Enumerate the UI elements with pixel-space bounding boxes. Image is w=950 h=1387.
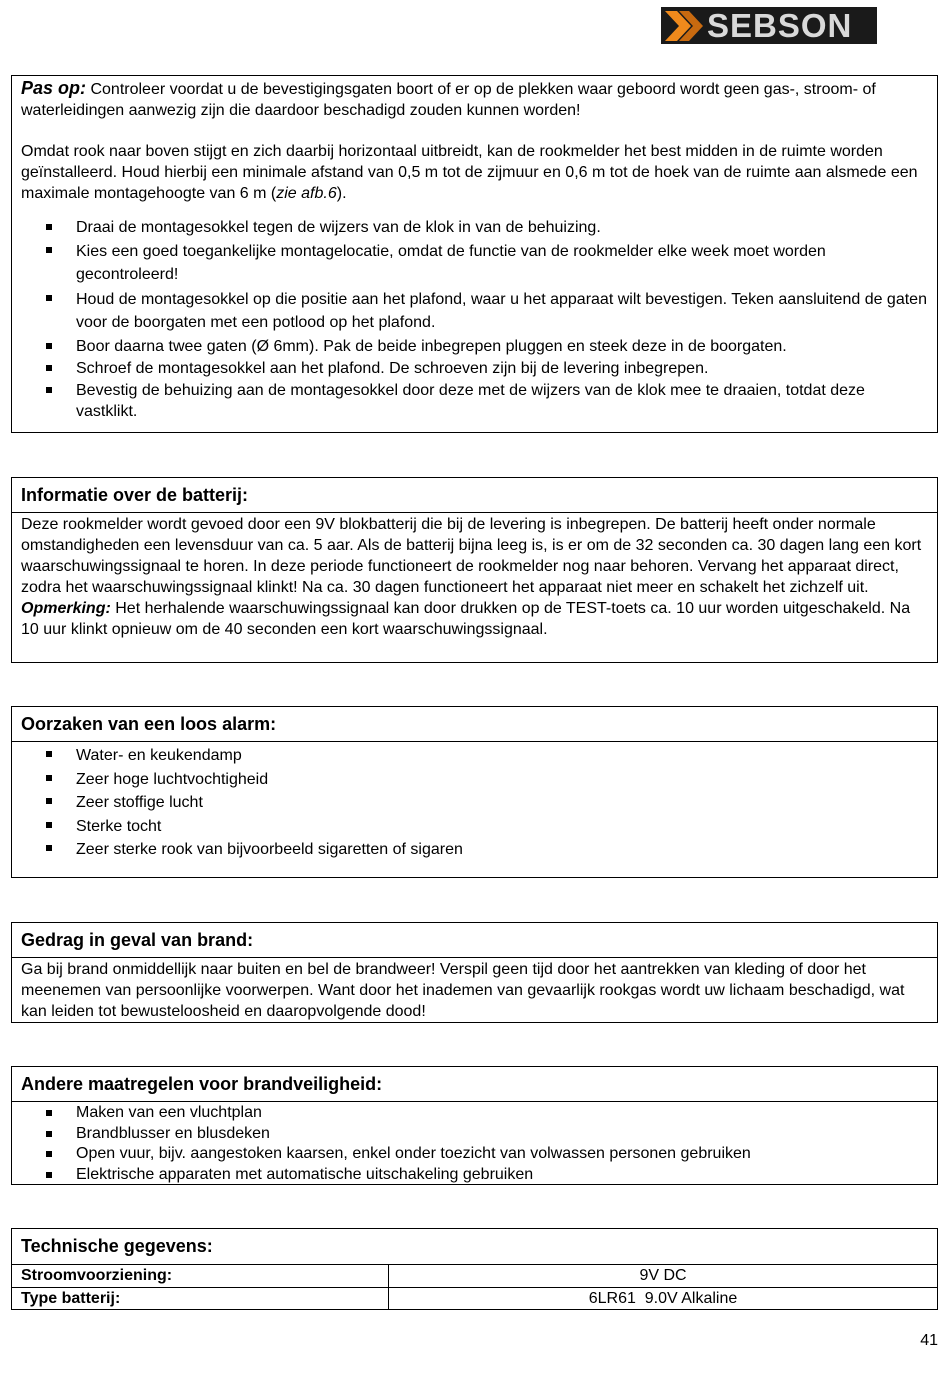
list-item: Schroef de montagesokkel aan het plafond. De schroeven zijn bij de levering inbegrepen.: [12, 358, 928, 379]
list-item: Brandblusser en blusdeken: [12, 1124, 937, 1145]
section-title: Technische gegevens:: [21, 1236, 213, 1256]
section-title: Andere maatregelen voor brandveiligheid:: [12, 1067, 937, 1102]
logo-text: SEBSON: [707, 7, 853, 44]
measures-list: [12, 1103, 937, 1185]
list-item: Houd de montagesokkel op die positie aan het plafond, waar u het apparaat wilt bevestigen. Teken aansluitend de gaten voor de boorgaten met een potlood op het plafond.: [12, 288, 928, 334]
placement-text-end: ).: [336, 185, 347, 202]
list-item: Zeer sterke rook van bijvoorbeeld sigaretten of sigaren: [12, 838, 937, 862]
section-title: Gedrag in geval van brand:: [12, 923, 937, 958]
list-item: Boor daarna twee gaten (Ø 6mm). Pak de beide inbegrepen pluggen en steek deze in de boorgaten.: [12, 336, 928, 357]
table-row: [12, 1265, 937, 1288]
list-item: Open vuur, bijv. aangestoken kaarsen, enkel onder toezicht van volwassen personen gebruiken: [12, 1144, 937, 1165]
warning-box: [11, 75, 938, 433]
brand-logo: [661, 7, 877, 44]
page-number: 41: [920, 1332, 938, 1349]
battery-text: Deze rookmelder wordt gevoed door een 9V blokbatterij die bij de levering is inbegrepen. De batterij heeft onder normale omstandigheden een levensduur van ca. 5 aar. Als de batterij bijna leeg is, is er om de 32 seconden ca. 30 dagen lang een kort waarschuwingssignaal te horen. In deze periode functioneert de rookmelder nog naar behoren. Vervang het apparaat direct, zodra het waarschuwingssignaal klinkt! Na ca. 30 dagen functioneert het apparaat niet meer en schakelt het zichzelf uit.: [21, 516, 922, 596]
note-label: Opmerking:: [21, 600, 111, 617]
tech-table: [12, 1264, 937, 1310]
figure-reference: zie afb.6: [276, 185, 337, 202]
list-item: Water- en keukendamp: [12, 744, 937, 768]
warning-paragraph: [21, 78, 928, 121]
fire-text: Ga bij brand onmiddellijk naar buiten en bel de brandweer! Verspil geen tijd door het aantrekken van kleding of door het meenemen van persoonlijke voorwerpen. Want door het inademen van gevaarlijk rookgas wordt uw lichaam beschadigd, wat kan leiden tot bewusteloosheid en daaropvolgende dood!: [21, 961, 905, 1020]
warning-label: Pas op:: [21, 78, 87, 98]
placement-paragraph: [21, 141, 928, 204]
false-alarm-list: [12, 744, 937, 862]
placement-text: Omdat rook naar boven stijgt en zich daarbij horizontaal uitbreidt, kan de rookmelder het best midden in de ruimte worden geïnstalleerd. Houd hierbij een minimale afstand van 0,5 m tot de zijmuur en 0,6 m tot de hoek van de ruimte aan alsmede een maximale montagehoogte van 6 m (: [21, 143, 918, 202]
list-item: Sterke tocht: [12, 815, 937, 839]
installation-steps: [12, 217, 937, 422]
tech-value: 9V DC: [389, 1265, 938, 1288]
tech-key: Type batterij:: [12, 1288, 389, 1311]
section-title: Oorzaken van een loos alarm:: [12, 707, 937, 742]
tech-section: [11, 1228, 938, 1310]
list-item: Bevestig de behuizing aan de montagesokkel door deze met de wijzers van de klok mee te draaien, totdat deze vastklikt.: [12, 380, 928, 422]
tech-key: Stroomvoorziening:: [12, 1265, 389, 1288]
list-item: Elektrische apparaten met automatische uitschakeling gebruiken: [12, 1165, 937, 1186]
tech-value: 6LR61 9.0V Alkaline: [389, 1288, 938, 1311]
false-alarm-section: [11, 706, 938, 878]
chevron-logo-icon: [665, 11, 705, 41]
section-title: Informatie over de batterij:: [12, 478, 937, 513]
warning-text: Controleer voordat u de bevestigingsgaten boort of er op de plekken waar geboord wordt geen gas-, stroom- of waterleidingen aanwezig zijn die daardoor beschadigd zouden kunnen worden!: [21, 81, 876, 119]
table-row: [12, 1288, 937, 1311]
note-text: Het herhalende waarschuwingssignaal kan door drukken op de TEST-toets ca. 10 uur worden uitgeschakeld. Na 10 uur klinkt opnieuw om de 40 seconden een kort waarschuwingssignaal.: [21, 600, 911, 638]
list-item: Kies een goed toegankelijke montagelocatie, omdat de functie van de rookmelder elke week moet worden gecontroleerd!: [12, 240, 928, 286]
list-item: Maken van een vluchtplan: [12, 1103, 937, 1124]
list-item: Zeer stoffige lucht: [12, 791, 937, 815]
fire-section: [11, 922, 938, 1023]
battery-note: [21, 598, 928, 640]
list-item: Zeer hoge luchtvochtigheid: [12, 768, 937, 792]
measures-section: [11, 1066, 938, 1185]
list-item: Draai de montagesokkel tegen de wijzers van de klok in van de behuizing.: [12, 217, 928, 238]
battery-section: [11, 477, 938, 663]
